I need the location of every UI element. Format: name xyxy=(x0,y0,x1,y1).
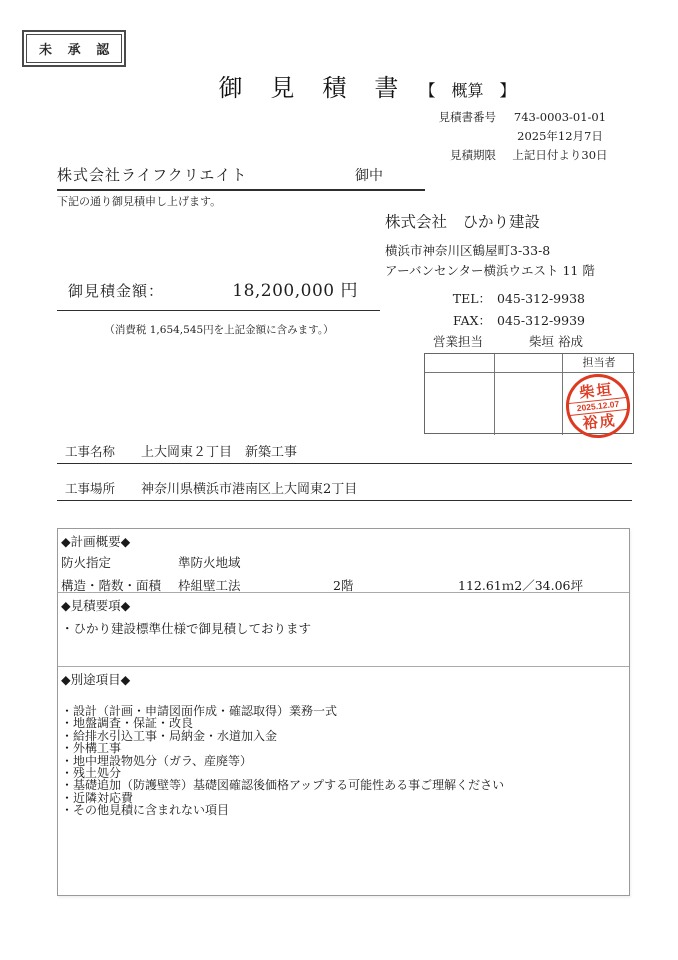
estimate-number-row xyxy=(424,108,624,127)
estimate-amount-line xyxy=(57,276,380,311)
hanko-surname: 柴垣 xyxy=(578,379,615,402)
estimate-expiry-row xyxy=(424,146,624,165)
terms-item: ・ひかり建設標準仕様で御見積しております xyxy=(61,621,312,636)
separate-item: ・基礎追加（防護壁等）基礎図確認後価格アップする可能性ある事ご理解ください xyxy=(61,778,505,793)
estimate-expiry-label: 見積期限 xyxy=(450,148,496,162)
fax-label: FAX： xyxy=(452,313,491,328)
separate-item: ・設計（計画・申請図面作成・確認取得）業務一式 xyxy=(61,704,338,718)
tel-row xyxy=(447,288,585,310)
plan-overview-grid xyxy=(61,551,625,597)
sales-rep-row xyxy=(433,332,583,350)
fax-row xyxy=(447,310,585,332)
separate-item: ・地盤調査・保証・改良 xyxy=(61,716,194,731)
estimate-terms-items xyxy=(61,620,625,638)
area-value: 112.61ｍ2／34.06坪 xyxy=(458,578,583,593)
hanko-given-name: 裕成 xyxy=(581,410,618,433)
stamp-cell-empty xyxy=(495,354,563,373)
stamp-cell-with-hanko xyxy=(563,373,635,435)
customer-name: 株式会社ライフクリエイト xyxy=(57,166,248,184)
estimate-terms-section xyxy=(58,593,629,667)
project-location-value: 神奈川県横浜市港南区上大岡東2丁目 xyxy=(141,482,358,497)
project-name-row xyxy=(57,441,632,464)
separate-items-heading: ◆別途項目◆ xyxy=(61,672,131,687)
estimate-number-label: 見積書番号 xyxy=(438,110,496,124)
approval-status-label: 未 承 認 xyxy=(26,34,122,63)
stamp-cell-empty xyxy=(425,354,495,373)
issuer-contact xyxy=(447,288,585,332)
separate-item: ・近隣対応費 xyxy=(61,790,134,805)
issuer-address-line1: 横浜市神奈川区鶴屋町3-33-8 xyxy=(385,243,551,258)
floors-value: 2階 xyxy=(333,578,354,593)
separate-item: ・給排水引込工事・局納金・水道加入金 xyxy=(61,728,278,743)
estimate-detail-box xyxy=(57,528,630,896)
estimate-date-value: 2025年12月7日 xyxy=(517,129,603,143)
fax-number: 045-312-9939 xyxy=(497,313,585,328)
tel-label: TEL： xyxy=(452,291,491,306)
plan-overview-section xyxy=(58,529,629,593)
project-name-label: 工事名称 xyxy=(65,444,116,459)
structure-label: 構造・階数・面積 xyxy=(61,578,162,593)
estimate-expiry-value: 上記日付より30日 xyxy=(512,148,608,162)
document-title-main: 御 見 積 書 xyxy=(218,74,401,102)
document-title xyxy=(0,68,678,103)
issuer-company-name: 株式会社 ひかり建設 xyxy=(385,213,541,231)
estimate-amount-label: 御見積金額： xyxy=(68,282,165,300)
estimate-number-value: 743-0003-01-01 xyxy=(513,110,607,124)
stamp-cell-empty xyxy=(495,373,563,435)
sales-rep-name: 柴垣 裕成 xyxy=(529,334,583,349)
estimate-terms-heading: ◆見積要項◆ xyxy=(61,598,131,613)
hanko-date: 2025.12.07 xyxy=(568,397,627,416)
separate-item: ・残土処分 xyxy=(61,766,122,781)
approval-status-badge xyxy=(22,30,126,67)
separate-item: ・地中埋設物処分（ガラ、産廃等） xyxy=(61,753,253,768)
fire-zone-label: 防火指定 xyxy=(61,555,112,570)
issuer-block xyxy=(385,210,595,281)
separate-item: ・外構工事 xyxy=(61,741,122,756)
customer-line xyxy=(57,164,425,191)
structure-value: 枠組壁工法 xyxy=(178,578,241,593)
stamp-cell-empty xyxy=(425,373,495,435)
estimate-meta xyxy=(424,108,624,165)
estimate-amount-value: 18,200,000 円 xyxy=(232,281,358,301)
stamp-header-person-in-charge: 担当者 xyxy=(563,354,635,373)
separate-items-list xyxy=(61,705,625,817)
tax-note: （消費税 1,654,545円を上記金額に含みます。） xyxy=(104,324,334,336)
fire-zone-value: 準防火地域 xyxy=(178,555,241,570)
project-location-row xyxy=(57,478,632,501)
red-date-hanko-stamp xyxy=(563,371,633,441)
separate-items-section xyxy=(58,667,629,819)
customer-honorific: 御中 xyxy=(355,168,383,184)
sales-rep-label: 営業担当 xyxy=(433,334,484,349)
project-location-label: 工事場所 xyxy=(65,481,116,496)
issuer-address-line2: アーバンセンター横浜ウエスト 11 階 xyxy=(385,263,595,278)
greeting-text: 下記の通り御見積申し上げます。 xyxy=(57,195,222,208)
separate-item: ・その他見積に含まれない項目 xyxy=(61,803,230,818)
document-title-sub: 【 概算 】 xyxy=(419,81,516,100)
approval-stamp-table xyxy=(424,353,634,434)
project-name-value: 上大岡東２丁目 新築工事 xyxy=(141,445,298,460)
estimate-date-row xyxy=(424,127,624,146)
tel-number: 045-312-9938 xyxy=(497,291,585,306)
plan-overview-heading: ◆計画概要◆ xyxy=(61,534,131,549)
